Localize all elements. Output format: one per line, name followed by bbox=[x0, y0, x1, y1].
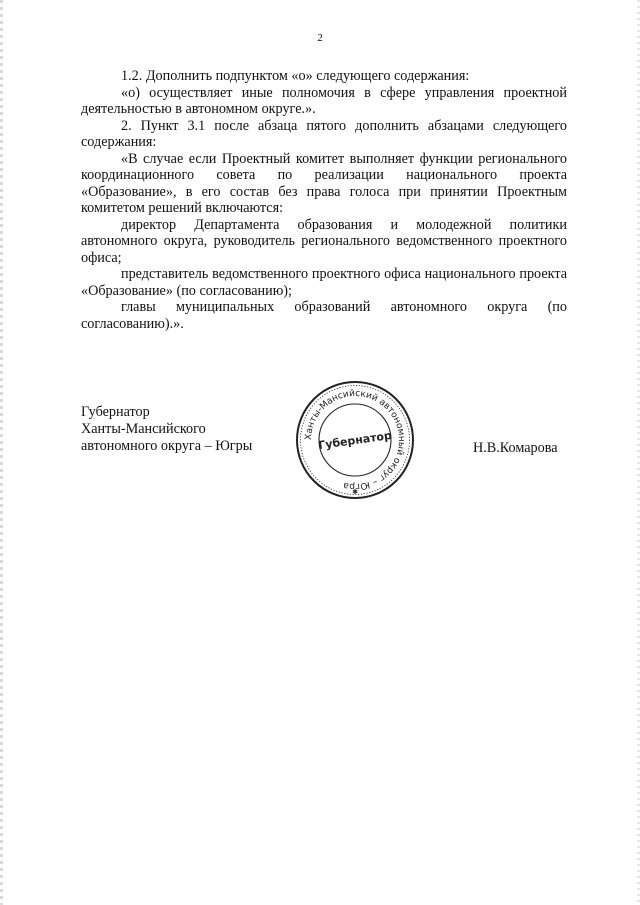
signatory-title-line-3: автономного округа – Югры bbox=[81, 438, 253, 454]
signatory-title-line-1: Губернатор bbox=[81, 404, 150, 420]
paragraph-director: директор Департамента образования и молодежной политики автономного округа, руководитель регионального ведомственного проектного офиса; bbox=[81, 216, 567, 266]
signatory-title bbox=[81, 404, 252, 455]
document-body bbox=[81, 68, 567, 332]
paragraph-subpoint-o: «о) осуществляет иные полномочия в сфере управления проектной деятельностью в автономном округе.». bbox=[81, 84, 567, 117]
paragraph-2: 2. Пункт 3.1 после абзаца пятого дополнить абзацами следующего содержания: bbox=[81, 117, 567, 150]
seal-center-text: Губернатор bbox=[317, 428, 393, 453]
paragraph-project-committee: «В случае если Проектный комитет выполняет функции регионального координационного совета по реализации национального проекта «Образование», в его состав без права голоса при принятии Проектным комитетом решений включаются: bbox=[81, 150, 567, 216]
paragraph-representative: представитель ведомственного проектного офиса национального проекта «Образование» (по согласованию); bbox=[81, 266, 567, 299]
paragraph-1-2: 1.2. Дополнить подпунктом «о» следующего содержания: bbox=[121, 68, 470, 84]
page-number: 2 bbox=[317, 32, 323, 44]
seal-star-icon: ✱ bbox=[352, 488, 358, 496]
seal-graphic bbox=[288, 378, 422, 502]
paragraph-heads: главы муниципальных образований автономного округа (по согласованию).». bbox=[81, 299, 567, 332]
signatory-title-line-2: Ханты-Мансийского bbox=[81, 421, 206, 437]
official-seal bbox=[288, 378, 422, 502]
scan-edge-left bbox=[0, 0, 3, 905]
seal-ring-text: Ханты-Мансийский автономный округ – Югра bbox=[303, 388, 407, 492]
signatory-name: Н.В.Комарова bbox=[473, 440, 558, 456]
